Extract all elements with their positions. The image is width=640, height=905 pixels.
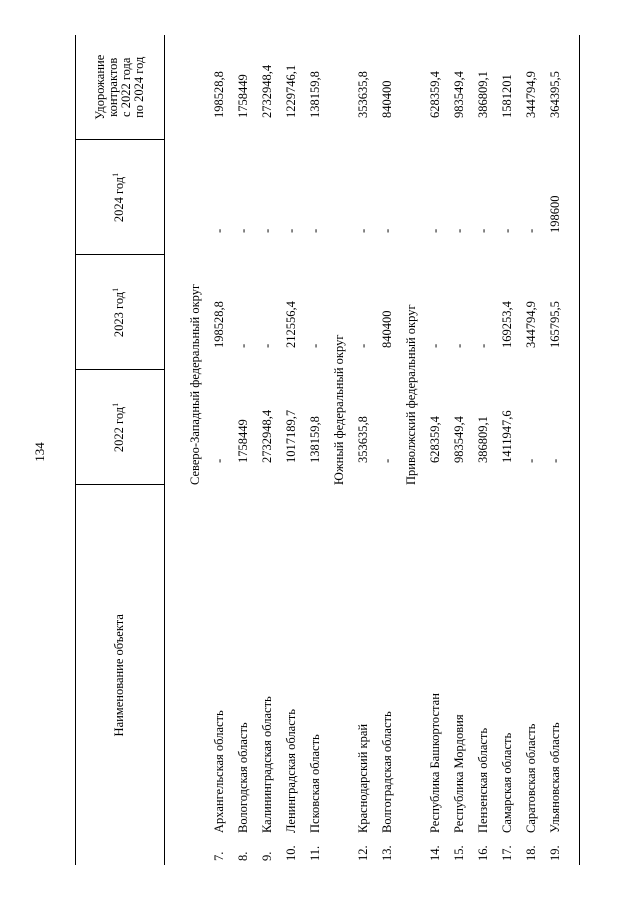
row-name: Краснодарский край <box>355 723 370 833</box>
table-row: 8.Вологодская область 1758449 - - 1758449 <box>235 74 250 861</box>
row-name: Калининградская область <box>259 696 274 833</box>
row-name: Республика Башкортостан <box>427 693 442 833</box>
section-title-south: Южный федеральный округ <box>331 334 346 485</box>
header-2022: 2022 год$^1$ <box>76 370 165 485</box>
rotated-table-container <box>75 35 562 865</box>
header-name: Наименование объекта <box>76 485 165 865</box>
table-row: 16.Пензенская область 386809,1 - - 386809,1 <box>475 71 490 861</box>
row-name: Республика Мордовия <box>451 714 466 833</box>
row-name: Архангельская область <box>211 710 226 833</box>
table-row: 9.Калининградская область 2732948,4 - - 2732948,4 <box>259 64 274 861</box>
header-diff: Удорожание контрактов с 2022 года по 2024 год <box>76 35 165 140</box>
row-name: Ленинградская область <box>283 709 298 833</box>
section-row <box>327 35 351 865</box>
section-title-nw: Северо-Западный федеральный округ <box>187 283 202 485</box>
table-row: 19.Ульяновская область - 165795,5 198600 364395,5 <box>547 71 562 861</box>
table-row: 17.Самарская область 1411947,6 169253,4 - 1581201 <box>499 74 514 861</box>
row-name: Волгоградская область <box>379 711 394 833</box>
section-row <box>399 35 423 865</box>
table-row: 13.Волгоградская область - 840400 - 840400 <box>379 80 394 861</box>
row-name: Ульяновская область <box>547 722 562 833</box>
table-row: 18.Саратовская область - 344794,9 - 344794,9 <box>523 71 538 861</box>
table-row: 15.Республика Мордовия 983549,4 - - 983549,4 <box>451 71 466 861</box>
contracts-table <box>75 35 580 865</box>
row-name: Псковская область <box>307 734 322 833</box>
header-2023: 2023 год$^1$ <box>76 255 165 370</box>
row-name: Пензенская область <box>475 727 490 833</box>
row-name: Саратовская область <box>523 723 538 833</box>
table-row: 12.Краснодарский край 353635,8 - - 353635,8 <box>355 71 370 861</box>
section-row <box>183 35 207 865</box>
table-row: 10.Ленинградская область 1017189,7 212556,4 - 1229746,1 <box>283 64 298 861</box>
page-number: 134 <box>32 442 47 462</box>
table-row: 7.Архангельская область - 198528,8 - 198528,8 <box>211 71 226 861</box>
row-name: Вологодская область <box>235 722 250 833</box>
section-title-volga: Приволжский федеральный округ <box>403 304 418 485</box>
table-row: 11.Псковская область 138159,8 - - 138159,8 <box>307 71 322 861</box>
header-row <box>76 35 165 865</box>
table-row: 14.Республика Башкортостан 628359,4 - - 628359,4 <box>427 71 442 861</box>
row-name: Самарская область <box>499 732 514 833</box>
header-2024: 2024 год$^1$ <box>76 140 165 255</box>
